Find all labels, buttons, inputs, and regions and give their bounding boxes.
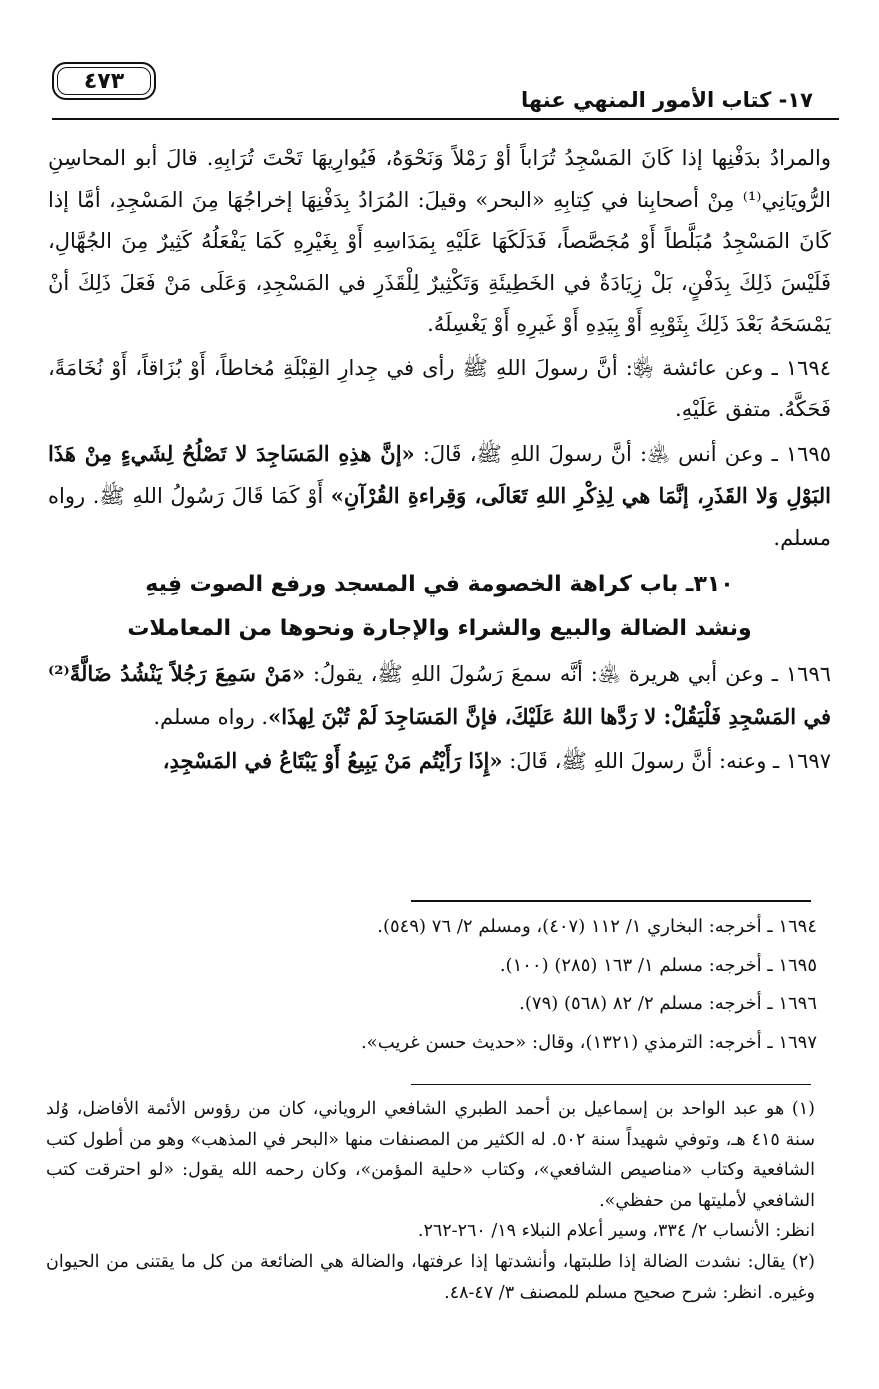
chapter-heading-line-2: ونشد الضالة والبيع والشراء والإجارة ونحوها من المعاملات	[127, 616, 752, 641]
source-note: ١٦٩٤ ـ أخرجه: البخاري ١/ ١١٢ (٤٠٧)، ومسلم ٢/ ٧٦ (٥٤٩).	[377, 916, 817, 937]
hadith-source-notes	[60, 908, 817, 1062]
footnotes	[46, 1094, 815, 1308]
hadith-1696	[48, 653, 831, 738]
footnote-2-text: يقال: نشدت الضالة إذا طلبتها، وأنشدتها إذا عرفتها، والضالة هي الضائعة من كل ما يقتنى من الحيوان وغيره. انظر: شرح صحيح مسلم للمصنف ٣/ ٤٧-٤٨.	[46, 1251, 815, 1303]
hadith-1696-end: . رواه مسلم.	[153, 704, 269, 729]
footnote-1-text: هو عبد الواحد بن إسماعيل بن أحمد الطبري الشافعي الروياني، كان من رؤوس الأئمة الأفاضل، وُلد سنة ٤١٥ هـ، وتوفي شهيداً سنة ٥٠٢. له الكثير من المصنفات منها «البحر في المذهب» وهو من أطول كتب الشافعية وكتاب «مناصيص الشافعي»، وكتاب «حلية المؤمن»، وكان رحمه الله يقول: «لو احترقت كتب الشافعي لأمليتها من حفظي».	[46, 1099, 815, 1211]
hadith-1697	[48, 740, 831, 783]
footnote-1-reference: انظر: الأنساب ٢/ ٣٣٤، وسير أعلام النبلاء ١٩/ ٢٦٠-٢٦٢.	[417, 1221, 815, 1242]
source-note: ١٦٩٥ ـ أخرجه: مسلم ١/ ١٦٣ (٢٨٥) (١٠٠).	[499, 954, 817, 976]
main-text	[48, 138, 831, 783]
commentary-paragraph: والمرادُ بدَفْنِها إذا كَانَ المَسْجِدُ تُرَاباً أوْ رَمْلاً وَنَحْوَهُ، فَيُوارِيهَا تَحْتَ تُرَابِهِ. قالَ أبو المحاسِنِ الرُّويَانِي⁽¹⁾ مِنْ أصحابِنا في كِتابِهِ «البحر» وقيلَ: المُرَادُ بِدَفْنِهَا إخراجُهَا مِنَ المَسْجِدِ، أمَّا إذا كَانَ المَسْجِدُ مُبَلَّطاً أَوْ مُجَصَّصاً، فَدَلَكَهَا عَلَيْهِ بِمَدَاسِهِ أَوْ بِغَيْرِهِ كَمَا يَفْعَلُهُ كَثِيرٌ مِنَ الجُهَّالِ، فَلَيْسَ ذَلِكَ بِدَفْنٍ، بَلْ زِيَادَةٌ في الخَطِيئَةِ وَتَكْثِيرٌ لِلْقَذَرِ في المَسْجِدِ، وَعَلَى مَنْ فَعَلَ ذَلِكَ أنْ يَمْسَحَهُ بَعْدَ ذَلِكَ بِثَوْبِهِ أَوْ بِيَدِهِ أَوْ غَيرِهِ أَوْ يَغْسِلَهُ.	[48, 146, 831, 336]
hadith-1697-intro: ١٦٩٧ ـ وعنه: أنَّ رسولَ اللهِ ﷺ، قَالَ:	[502, 749, 831, 773]
footnote-1-number: (١)	[791, 1099, 815, 1119]
page-number: ٤٧٣	[83, 68, 125, 94]
hadith-notes-divider	[411, 900, 811, 902]
hadith-1694: ١٦٩٤ ـ وعن عائشة ﵂: أنَّ رسولَ اللهِ ﷺ رأى في جِدارِ القِبْلَةِ مُخاطاً، أَوْ بُزَاقاً، أَوْ نُخَامَةً، فَحَكَّهُ. متفق عَلَيْهِ.	[48, 355, 831, 421]
hadith-1695-intro: ١٦٩٥ ـ وعن أنس ﵁: أنَّ رسولَ اللهِ ﷺ، قَالَ:	[414, 441, 831, 466]
hadith-1697-quote: «إِذَا رَأَيْتُم مَنْ يَبِيعُ أَوْ يَبْتَاعُ في المَسْجِدِ،	[162, 748, 503, 773]
footnote-1	[46, 1094, 815, 1216]
hadith-1696-intro: ١٦٩٦ ـ وعن أبي هريرة ﵁: أنَّه سمعَ رَسُولَ اللهِ ﷺ، يقولُ:	[304, 662, 832, 686]
footnote-2-number: (٢)	[791, 1251, 815, 1272]
hadith-1695-end: أَوْ كَمَا قَالَ رَسُولُ اللهِ ﷺ. رواه مسلم.	[48, 484, 831, 550]
source-note: ١٦٩٧ ـ أخرجه: الترمذي (١٣٢١)، وقال: «حديث حسن غريب».	[360, 1031, 817, 1053]
header-divider	[52, 118, 839, 120]
footnotes-divider	[411, 1084, 811, 1085]
hadith-1695-quote: «إنَّ هذِهِ المَسَاجِدَ لا تَصْلُحُ لِشَيءٍ مِنْ هَذَا البَوْلِ وَلا القَذَرِ، إنَّمَا هي لِذِكْرِ اللهِ تَعَالَى، وَقِراءةِ القُرْآنِ»	[48, 440, 831, 508]
running-title: ١٧- كتاب الأمور المنهي عنها	[521, 88, 813, 112]
hadith-1695	[48, 433, 831, 560]
hadith-1696-quote: «مَنْ سَمِعَ رَجُلاً يَنْشُدُ ضَالَّةً⁽²⁾ في المَسْجِدِ فَلْيَقُلْ: لا رَدَّها اللهُ عَلَيْكَ، فإنَّ المَسَاجِدَ لَمْ تُبْنَ لِهذَا»	[48, 661, 831, 729]
source-note: ١٦٩٦ ـ أخرجه: مسلم ٢/ ٨٢ (٥٦٨) (٧٩).	[519, 993, 817, 1014]
footnote-2	[46, 1247, 815, 1308]
page-number-frame	[52, 62, 156, 100]
chapter-heading-line-1: ٣١٠ـ باب كراهة الخصومة في المسجد ورفع الصوت فِيهِ	[145, 572, 734, 597]
